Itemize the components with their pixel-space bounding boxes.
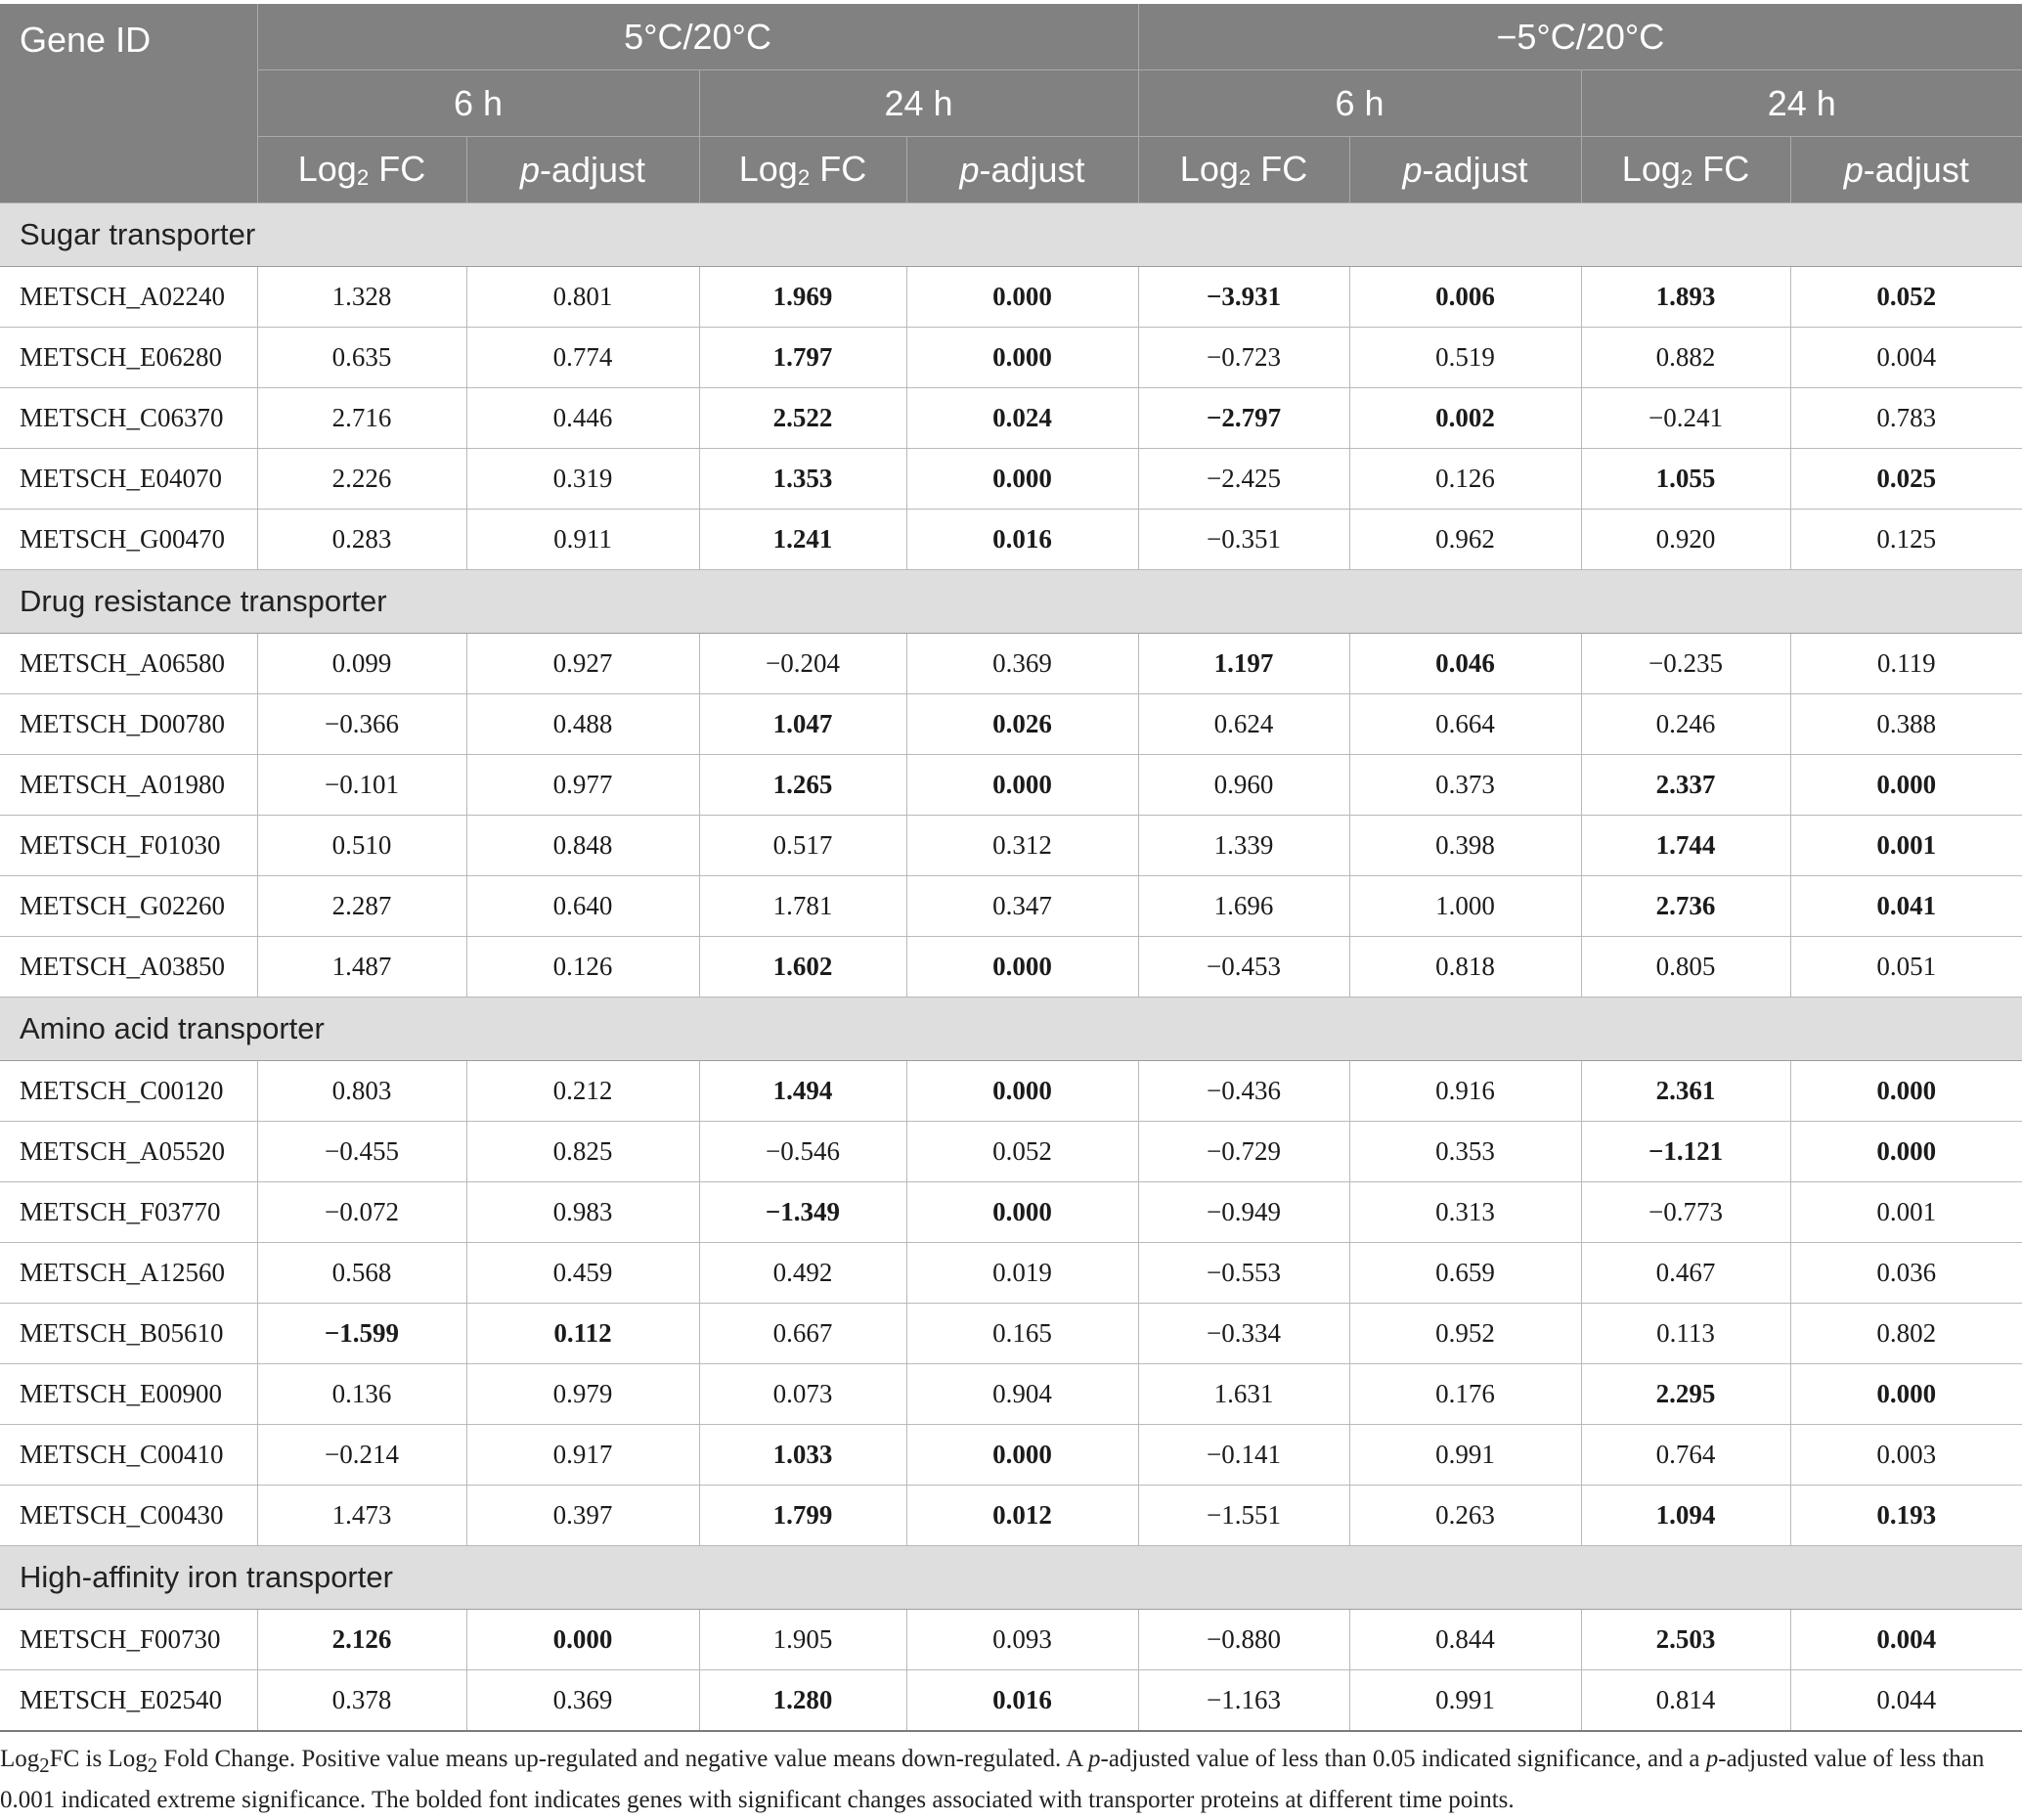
- section-header-row: [0, 203, 2022, 267]
- gene-id-cell: METSCH_E00900: [0, 1364, 257, 1425]
- table-row: [0, 1610, 2022, 1670]
- p-adjust-cell: 0.844: [1349, 1610, 1581, 1670]
- time-header: 6 h: [257, 70, 699, 137]
- log-sub: 2: [1238, 165, 1252, 190]
- log2fc-cell: 1.473: [257, 1486, 466, 1546]
- p-adjust-cell: 0.904: [906, 1364, 1138, 1425]
- log2fc-cell: 1.781: [699, 876, 906, 937]
- header-row-metrics: [0, 137, 2022, 203]
- table-row: [0, 937, 2022, 998]
- p-adjust-cell: 0.093: [906, 1610, 1138, 1670]
- p-adjust-cell: 0.312: [906, 816, 1138, 876]
- p-adjust-cell: 0.126: [466, 937, 699, 998]
- section-header-row: [0, 998, 2022, 1061]
- header-row-groups: [0, 4, 2022, 70]
- p-adjust-cell: 0.488: [466, 694, 699, 755]
- log2fc-cell: −0.553: [1138, 1243, 1349, 1304]
- log2fc-cell: 0.246: [1581, 694, 1790, 755]
- p-adjust-cell: 0.051: [1790, 937, 2022, 998]
- gene-id-cell: METSCH_C06370: [0, 388, 257, 449]
- table-row: [0, 510, 2022, 570]
- log2fc-cell: 0.805: [1581, 937, 1790, 998]
- log2fc-cell: 1.797: [699, 328, 906, 388]
- table-row: [0, 1122, 2022, 1182]
- p-adjust-cell: 0.825: [466, 1122, 699, 1182]
- log2fc-cell: −0.141: [1138, 1425, 1349, 1486]
- gene-id-cell: METSCH_G02260: [0, 876, 257, 937]
- adjust-label: -adjust: [979, 149, 1085, 190]
- p-adjust-cell: 0.917: [466, 1425, 699, 1486]
- log2fc-cell: 0.492: [699, 1243, 906, 1304]
- time-header: 6 h: [1138, 70, 1581, 137]
- p-adjust-cell: 0.112: [466, 1304, 699, 1364]
- p-adjust-cell: 0.848: [466, 816, 699, 876]
- table-row: [0, 1061, 2022, 1122]
- p-adjust-cell: 0.927: [466, 634, 699, 694]
- p-adjust-cell: 0.000: [906, 328, 1138, 388]
- footnote-text-b: Fold Change. Positive value means up-regulated and negative value means down-regulated. A: [157, 1746, 1088, 1772]
- p-adjust-cell: 0.002: [1349, 388, 1581, 449]
- log-label: Log: [1621, 149, 1681, 189]
- p-adjust-cell: 0.000: [906, 267, 1138, 328]
- footnote-log2fc-prefix: Log: [0, 1746, 40, 1772]
- p-adjust-cell: 0.369: [466, 1670, 699, 1732]
- p-adjust-cell: 0.801: [466, 267, 699, 328]
- p-adjust-cell: 0.369: [906, 634, 1138, 694]
- log2fc-cell: 0.136: [257, 1364, 466, 1425]
- log2fc-cell: 0.283: [257, 510, 466, 570]
- log-sub: 2: [1680, 165, 1693, 190]
- p-adjust-cell: 0.125: [1790, 510, 2022, 570]
- p-adjust-cell: 0.003: [1790, 1425, 2022, 1486]
- p-adjust-cell: 0.911: [466, 510, 699, 570]
- log2fc-cell: −2.425: [1138, 449, 1349, 510]
- log2fc-cell: 1.602: [699, 937, 906, 998]
- fc-label: FC: [1692, 149, 1750, 189]
- section-title: Sugar transporter: [0, 203, 2022, 267]
- p-adjust-cell: 0.373: [1349, 755, 1581, 816]
- p-adjust-cell: 0.046: [1349, 634, 1581, 694]
- p-adjust-header: [1349, 137, 1581, 203]
- p-adjust-cell: 0.000: [906, 1425, 1138, 1486]
- log-label: Log: [1179, 149, 1239, 189]
- log2fc-header: [699, 137, 906, 203]
- log-sub: 2: [797, 165, 811, 190]
- log2fc-cell: 1.799: [699, 1486, 906, 1546]
- log2fc-cell: 1.494: [699, 1061, 906, 1122]
- log2fc-cell: −0.949: [1138, 1182, 1349, 1243]
- log2fc-cell: 1.353: [699, 449, 906, 510]
- log2fc-cell: 2.287: [257, 876, 466, 937]
- log2fc-cell: 0.635: [257, 328, 466, 388]
- time-header: 24 h: [699, 70, 1138, 137]
- footnote-text-c: -adjusted value of less than 0.05 indicated significance, and a: [1100, 1746, 1706, 1772]
- p-label: p: [959, 149, 980, 190]
- log2fc-cell: 0.920: [1581, 510, 1790, 570]
- p-adjust-cell: 0.126: [1349, 449, 1581, 510]
- log2fc-cell: 1.339: [1138, 816, 1349, 876]
- p-adjust-cell: 1.000: [1349, 876, 1581, 937]
- log2fc-cell: −0.214: [257, 1425, 466, 1486]
- table-row: [0, 1243, 2022, 1304]
- log2fc-cell: −0.366: [257, 694, 466, 755]
- log2fc-cell: 1.094: [1581, 1486, 1790, 1546]
- gene-id-cell: METSCH_E04070: [0, 449, 257, 510]
- p-adjust-cell: 0.977: [466, 755, 699, 816]
- p-adjust-cell: 0.398: [1349, 816, 1581, 876]
- table-row: [0, 449, 2022, 510]
- log2fc-cell: 0.113: [1581, 1304, 1790, 1364]
- table-row: [0, 1670, 2022, 1732]
- log2fc-header: [1138, 137, 1349, 203]
- log-label: Log: [297, 149, 357, 189]
- log2fc-cell: −0.455: [257, 1122, 466, 1182]
- log2fc-cell: 1.893: [1581, 267, 1790, 328]
- table-row: [0, 328, 2022, 388]
- table-row: [0, 876, 2022, 937]
- log2fc-cell: 1.744: [1581, 816, 1790, 876]
- p-adjust-cell: 0.000: [906, 1061, 1138, 1122]
- results-table: [0, 4, 2022, 1732]
- gene-id-cell: METSCH_C00120: [0, 1061, 257, 1122]
- log2fc-cell: 2.736: [1581, 876, 1790, 937]
- log2fc-cell: −0.235: [1581, 634, 1790, 694]
- gene-id-cell: METSCH_F03770: [0, 1182, 257, 1243]
- log2fc-cell: −0.351: [1138, 510, 1349, 570]
- table-footnote: [0, 1742, 2022, 1818]
- p-adjust-cell: 0.962: [1349, 510, 1581, 570]
- log2fc-cell: 1.047: [699, 694, 906, 755]
- p-adjust-cell: 0.640: [466, 876, 699, 937]
- log2fc-cell: 0.467: [1581, 1243, 1790, 1304]
- log2fc-cell: 1.905: [699, 1610, 906, 1670]
- p-adjust-cell: 0.119: [1790, 634, 2022, 694]
- p-adjust-cell: 0.212: [466, 1061, 699, 1122]
- gene-id-cell: METSCH_C00410: [0, 1425, 257, 1486]
- p-adjust-cell: 0.036: [1790, 1243, 2022, 1304]
- p-adjust-cell: 0.000: [906, 937, 1138, 998]
- section-header-row: [0, 570, 2022, 634]
- p-adjust-cell: 0.004: [1790, 328, 2022, 388]
- log2fc-cell: 1.280: [699, 1670, 906, 1732]
- p-adjust-cell: 0.026: [906, 694, 1138, 755]
- p-adjust-cell: 0.006: [1349, 267, 1581, 328]
- log2fc-cell: −0.880: [1138, 1610, 1349, 1670]
- log2fc-cell: 1.241: [699, 510, 906, 570]
- log2fc-cell: 1.696: [1138, 876, 1349, 937]
- p-adjust-cell: 0.818: [1349, 937, 1581, 998]
- p-adjust-cell: 0.802: [1790, 1304, 2022, 1364]
- gene-id-cell: METSCH_A05520: [0, 1122, 257, 1182]
- gene-id-cell: METSCH_E02540: [0, 1670, 257, 1732]
- log2fc-cell: 1.969: [699, 267, 906, 328]
- p-adjust-cell: 0.193: [1790, 1486, 2022, 1546]
- section-title: Amino acid transporter: [0, 998, 2022, 1061]
- p-adjust-header: [466, 137, 699, 203]
- gene-id-cell: METSCH_B05610: [0, 1304, 257, 1364]
- p-adjust-cell: 0.263: [1349, 1486, 1581, 1546]
- log2fc-cell: 0.960: [1138, 755, 1349, 816]
- p-adjust-cell: 0.313: [1349, 1182, 1581, 1243]
- adjust-label: -adjust: [1863, 149, 1969, 190]
- p-adjust-cell: 0.659: [1349, 1243, 1581, 1304]
- log2fc-cell: −0.546: [699, 1122, 906, 1182]
- p-adjust-cell: 0.041: [1790, 876, 2022, 937]
- section-title: High-affinity iron transporter: [0, 1546, 2022, 1610]
- gene-id-cell: METSCH_C00430: [0, 1486, 257, 1546]
- fc-label: FC: [1251, 149, 1308, 189]
- p-adjust-cell: 0.783: [1790, 388, 2022, 449]
- log2fc-cell: 0.568: [257, 1243, 466, 1304]
- table-row: [0, 1486, 2022, 1546]
- p-adjust-cell: 0.000: [1790, 755, 2022, 816]
- table-body: [0, 203, 2022, 1732]
- p-adjust-cell: 0.459: [466, 1243, 699, 1304]
- log2fc-cell: −0.334: [1138, 1304, 1349, 1364]
- log2fc-cell: 0.378: [257, 1670, 466, 1732]
- log2fc-cell: 2.126: [257, 1610, 466, 1670]
- p-label: p: [519, 149, 540, 190]
- table-row: [0, 1364, 2022, 1425]
- p-adjust-cell: 0.176: [1349, 1364, 1581, 1425]
- table-row: [0, 1182, 2022, 1243]
- log2fc-cell: −1.121: [1581, 1122, 1790, 1182]
- table-row: [0, 1304, 2022, 1364]
- table-row: [0, 267, 2022, 328]
- p-adjust-cell: 0.012: [906, 1486, 1138, 1546]
- p-adjust-cell: 0.952: [1349, 1304, 1581, 1364]
- log-sub: 2: [356, 165, 370, 190]
- log2fc-cell: 0.073: [699, 1364, 906, 1425]
- log2fc-cell: 0.882: [1581, 328, 1790, 388]
- p-adjust-cell: 0.000: [1790, 1364, 2022, 1425]
- p-adjust-cell: 0.397: [466, 1486, 699, 1546]
- log2fc-cell: 0.764: [1581, 1425, 1790, 1486]
- p-adjust-cell: 0.000: [466, 1610, 699, 1670]
- p-adjust-cell: 0.016: [906, 1670, 1138, 1732]
- p-adjust-cell: 0.347: [906, 876, 1138, 937]
- p-adjust-cell: 0.000: [906, 755, 1138, 816]
- footnote-p-italic: p: [1705, 1746, 1719, 1772]
- log2fc-cell: 0.510: [257, 816, 466, 876]
- footnote-log2fc-sub: 2: [39, 1753, 50, 1777]
- log2fc-cell: 0.099: [257, 634, 466, 694]
- table-row: [0, 1425, 2022, 1486]
- p-adjust-cell: 0.774: [466, 328, 699, 388]
- p-adjust-cell: 0.001: [1790, 1182, 2022, 1243]
- p-adjust-cell: 0.000: [1790, 1122, 2022, 1182]
- fc-label: FC: [369, 149, 426, 189]
- log2fc-cell: −3.931: [1138, 267, 1349, 328]
- p-adjust-header: [1790, 137, 2022, 203]
- log2fc-cell: −0.773: [1581, 1182, 1790, 1243]
- p-adjust-cell: 0.052: [906, 1122, 1138, 1182]
- log2fc-cell: 2.337: [1581, 755, 1790, 816]
- log2fc-cell: −1.551: [1138, 1486, 1349, 1546]
- p-adjust-cell: 0.019: [906, 1243, 1138, 1304]
- table-row: [0, 388, 2022, 449]
- p-adjust-cell: 0.983: [466, 1182, 699, 1243]
- log2fc-cell: 1.265: [699, 755, 906, 816]
- p-adjust-cell: 0.000: [1790, 1061, 2022, 1122]
- adjust-label: -adjust: [1422, 149, 1528, 190]
- gene-id-cell: METSCH_A01980: [0, 755, 257, 816]
- gene-id-cell: METSCH_D00780: [0, 694, 257, 755]
- log2fc-cell: 1.033: [699, 1425, 906, 1486]
- log2fc-cell: −0.101: [257, 755, 466, 816]
- gene-id-cell: METSCH_G00470: [0, 510, 257, 570]
- log2fc-cell: 0.624: [1138, 694, 1349, 755]
- log2fc-cell: 2.716: [257, 388, 466, 449]
- log-label: Log: [738, 149, 798, 189]
- log2fc-cell: 2.295: [1581, 1364, 1790, 1425]
- adjust-label: -adjust: [539, 149, 646, 190]
- log2fc-cell: −0.241: [1581, 388, 1790, 449]
- log2fc-cell: −1.599: [257, 1304, 466, 1364]
- p-adjust-cell: 0.165: [906, 1304, 1138, 1364]
- p-adjust-cell: 0.664: [1349, 694, 1581, 755]
- p-adjust-cell: 0.016: [906, 510, 1138, 570]
- group-header-5c: 5°C/20°C: [257, 4, 1138, 70]
- log2fc-cell: −0.729: [1138, 1122, 1349, 1182]
- log2fc-cell: 0.803: [257, 1061, 466, 1122]
- table-row: [0, 755, 2022, 816]
- section-title: Drug resistance transporter: [0, 570, 2022, 634]
- log2fc-cell: −0.436: [1138, 1061, 1349, 1122]
- log2fc-cell: 2.503: [1581, 1610, 1790, 1670]
- gene-id-cell: METSCH_F01030: [0, 816, 257, 876]
- log2fc-cell: −1.163: [1138, 1670, 1349, 1732]
- p-adjust-cell: 0.052: [1790, 267, 2022, 328]
- section-header-row: [0, 1546, 2022, 1610]
- log2fc-cell: 1.487: [257, 937, 466, 998]
- p-adjust-cell: 0.000: [906, 449, 1138, 510]
- p-adjust-cell: 0.446: [466, 388, 699, 449]
- p-adjust-header: [906, 137, 1138, 203]
- gene-id-cell: METSCH_A02240: [0, 267, 257, 328]
- gene-id-cell: METSCH_E06280: [0, 328, 257, 388]
- footnote-text-a-sub: 2: [147, 1753, 158, 1777]
- p-adjust-cell: 0.991: [1349, 1425, 1581, 1486]
- gene-id-cell: METSCH_A06580: [0, 634, 257, 694]
- gene-id-cell: METSCH_F00730: [0, 1610, 257, 1670]
- footnote-p-italic: p: [1088, 1746, 1101, 1772]
- log2fc-cell: 1.631: [1138, 1364, 1349, 1425]
- p-adjust-cell: 0.388: [1790, 694, 2022, 755]
- log2fc-cell: 2.522: [699, 388, 906, 449]
- log2fc-cell: −1.349: [699, 1182, 906, 1243]
- gene-id-header: Gene ID: [0, 4, 257, 203]
- p-adjust-cell: 0.024: [906, 388, 1138, 449]
- log2fc-cell: 0.517: [699, 816, 906, 876]
- p-adjust-cell: 0.319: [466, 449, 699, 510]
- table-row: [0, 694, 2022, 755]
- p-adjust-cell: 0.001: [1790, 816, 2022, 876]
- log2fc-cell: −2.797: [1138, 388, 1349, 449]
- log2fc-header: [1581, 137, 1790, 203]
- p-label: p: [1843, 149, 1864, 190]
- gene-id-cell: METSCH_A03850: [0, 937, 257, 998]
- table-row: [0, 634, 2022, 694]
- log2fc-cell: −0.723: [1138, 328, 1349, 388]
- log2fc-cell: 1.328: [257, 267, 466, 328]
- gene-id-cell: METSCH_A12560: [0, 1243, 257, 1304]
- p-adjust-cell: 0.025: [1790, 449, 2022, 510]
- p-adjust-cell: 0.519: [1349, 328, 1581, 388]
- time-header: 24 h: [1581, 70, 2022, 137]
- p-adjust-cell: 0.000: [906, 1182, 1138, 1243]
- log2fc-cell: 0.814: [1581, 1670, 1790, 1732]
- fc-label: FC: [810, 149, 867, 189]
- log2fc-cell: −0.204: [699, 634, 906, 694]
- p-adjust-cell: 0.004: [1790, 1610, 2022, 1670]
- p-adjust-cell: 0.353: [1349, 1122, 1581, 1182]
- log2fc-cell: 1.197: [1138, 634, 1349, 694]
- table-row: [0, 816, 2022, 876]
- log2fc-cell: −0.453: [1138, 937, 1349, 998]
- log2fc-cell: 0.667: [699, 1304, 906, 1364]
- footnote-text-a: FC is Log: [49, 1746, 148, 1772]
- p-adjust-cell: 0.991: [1349, 1670, 1581, 1732]
- footnote-text-d: -adjusted value of less than 0.001 indicated extreme significance. The bolded font indicates genes with significant changes associated with transporter proteins at different time points.: [0, 1746, 1985, 1813]
- p-label: p: [1402, 149, 1423, 190]
- p-adjust-cell: 0.044: [1790, 1670, 2022, 1732]
- header-row-times: [0, 70, 2022, 137]
- group-header-minus5c: −5°C/20°C: [1138, 4, 2022, 70]
- log2fc-cell: 2.226: [257, 449, 466, 510]
- log2fc-cell: −0.072: [257, 1182, 466, 1243]
- log2fc-cell: 1.055: [1581, 449, 1790, 510]
- log2fc-header: [257, 137, 466, 203]
- table-header: [0, 4, 2022, 203]
- log2fc-cell: 2.361: [1581, 1061, 1790, 1122]
- p-adjust-cell: 0.979: [466, 1364, 699, 1425]
- p-adjust-cell: 0.916: [1349, 1061, 1581, 1122]
